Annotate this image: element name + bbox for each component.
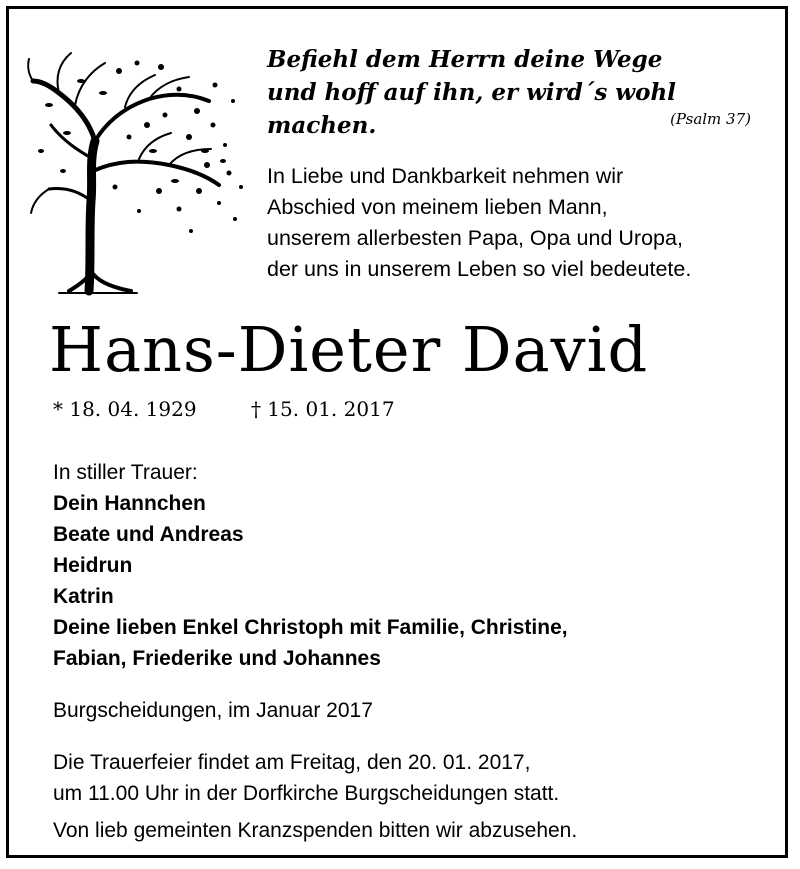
mourner-name: Deine lieben Enkel Christoph mit Familie, Christine, xyxy=(53,616,568,639)
place-date: Burgscheidungen, im Januar 2017 xyxy=(53,699,373,722)
intro-text xyxy=(267,161,777,285)
funeral-service-info xyxy=(53,747,559,809)
intro-line: unserem allerbesten Papa, Opa und Uropa, xyxy=(267,226,683,250)
windblown-tree-icon xyxy=(19,41,249,297)
death-date: † 15. 01. 2017 xyxy=(250,397,395,421)
mourner-name: Fabian, Friederike und Johannes xyxy=(53,647,381,670)
verse-line-2: und hoff auf ihn, er wird´s wohl machen. xyxy=(267,79,676,139)
intro-line: der uns in unserem Leben so viel bedeutete. xyxy=(267,257,692,281)
mourners-block xyxy=(53,457,568,674)
deceased-name: Hans-Dieter David xyxy=(49,313,649,386)
mourner-name: Dein Hannchen xyxy=(53,492,206,515)
obituary-card xyxy=(6,6,788,858)
birth-date: * 18. 04. 1929 xyxy=(53,397,197,421)
wreath-note: Von lieb gemeinten Kranzspenden bitten wir abzusehen. xyxy=(53,819,578,842)
mourners-heading: In stiller Trauer: xyxy=(53,461,198,484)
verse-line-1: Befiehl dem Herrn deine Wege xyxy=(267,46,663,73)
mourner-name: Katrin xyxy=(53,585,114,608)
mourner-name: Beate und Andreas xyxy=(53,523,244,546)
life-dates xyxy=(53,397,395,421)
mourner-name: Heidrun xyxy=(53,554,133,577)
service-line: Die Trauerfeier findet am Freitag, den 20. 01. 2017, xyxy=(53,751,531,774)
intro-line: In Liebe und Dankbarkeit nehmen wir xyxy=(267,164,624,188)
intro-line: Abschied von meinem lieben Mann, xyxy=(267,195,608,219)
verse-source: (Psalm 37) xyxy=(670,110,751,128)
service-line: um 11.00 Uhr in der Dorfkirche Burgscheidungen statt. xyxy=(53,782,560,805)
